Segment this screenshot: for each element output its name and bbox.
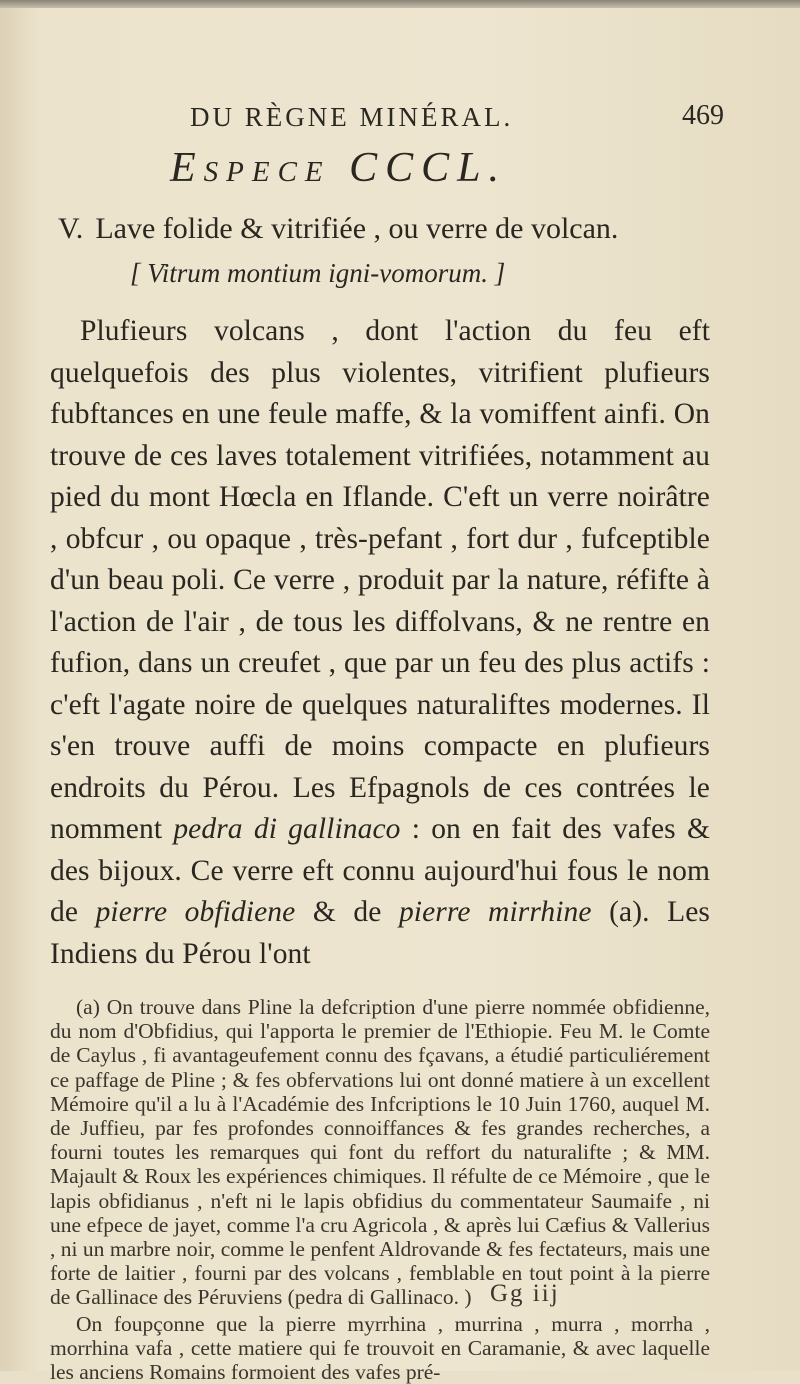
footnote-paragraph: (a) On trouve dans Pline la defcription d'une pierre nommée obfidienne, du nom d'Obfidius, qui l'apporta le premier de l'Ethiopie. Feu M. le Comte de Caylus , fi avantageufement connu des fçavans, a étudié particuliérement ce paffage de Pline ; & fes obfervations lui ont donné matiere à un excellent Mémoire qu'il a lu à l'Académie des Infcriptions le 10 Juin 1760, auquel M. de Juffieu, par fes profondes connoiffances & fes grandes recherches, a fourni toutes les remarques qui font du reffort du naturalifte ; & MM. Majault & Roux les expériences chimiques. Il réfulte de ce Mémoire , que le lapis obfidianus , n'eft ni le lapis obfidius du commentateur Saumaife , ni une efpece de jayet, comme l'a cru Agricola , & après lui Cæfius & Vallerius , ni un marbre noir, comme le penfent Aldrovande & fes fectateurs, mais une forte de laitier , fourni par des volcans , femblable en tout point à la pierre de Gallinace des Péruviens (pedra di Gallinaco. ) [50,995,710,1310]
running-head-title: DU RÈGNE MINÉRAL. [190,102,514,132]
body-paragraph [50,311,710,975]
page-content [50,98,724,1384]
running-head [50,98,724,138]
signature-mark: Gg iij [490,1280,560,1307]
body-text-segment: Plufieurs volcans , dont l'action du feu eft quelquefois des plus violentes, vitrifient plufieurs fubftances en une feule maffe, & la vomiffent ainfi. On trouve de ces laves totalement vitrifiées, notamment au pied du mont Hœcla en Iflande. C'eft un verre noirâtre , obfcur , ou opaque , très-pefant , fort dur , fufceptible d'un beau poli. Ce verre , produit par la nature, réfifte à l'action de l'air , de tous les diffolvans, & ne rentre en fufion, dans un creufet , que par un feu des plus actifs : c'eft l'agate noire de quelques naturaliftes modernes. Il s'en trouve auffi de moins compacte en plufieurs endroits du Pérou. Les Efpagnols de ces contrées le nomment [50,315,710,845]
body-text [50,311,710,975]
page-top-edge [0,0,800,8]
body-text-segment: (a). Les Indiens du Pérou l'ont [50,896,710,970]
body-text-segment: : on en fait des vafes & des bijoux. Ce verre eft connu aujourd'hui fous le nom de [50,813,710,928]
body-italic-term: pierre obfidiene [95,896,296,928]
entry-name: Lave folide & vitrifiée , ou verre de volcan. [95,212,619,245]
footnote-paragraph: On foupçonne que la pierre myrrhina , murrina , murra , morrha , morrhina vafa , cette matiere qui fe trouvoit en Caramanie, & avec laquelle les anciens Romains formoient des vafes pré- [50,1311,710,1384]
entry-heading [50,212,710,246]
body-italic-term: pedra di gallinaco [173,813,401,845]
body-italic-term: pierre mirrhine [398,896,592,928]
entry-number: V. [58,212,84,245]
body-text-segment: & de [295,896,399,928]
footnote [50,995,710,1384]
species-heading: Espece CCCL. [170,145,508,191]
latin-name: [ Vitrum montium igni-vomorum. ] [130,258,506,288]
page-number: 469 [682,100,724,131]
